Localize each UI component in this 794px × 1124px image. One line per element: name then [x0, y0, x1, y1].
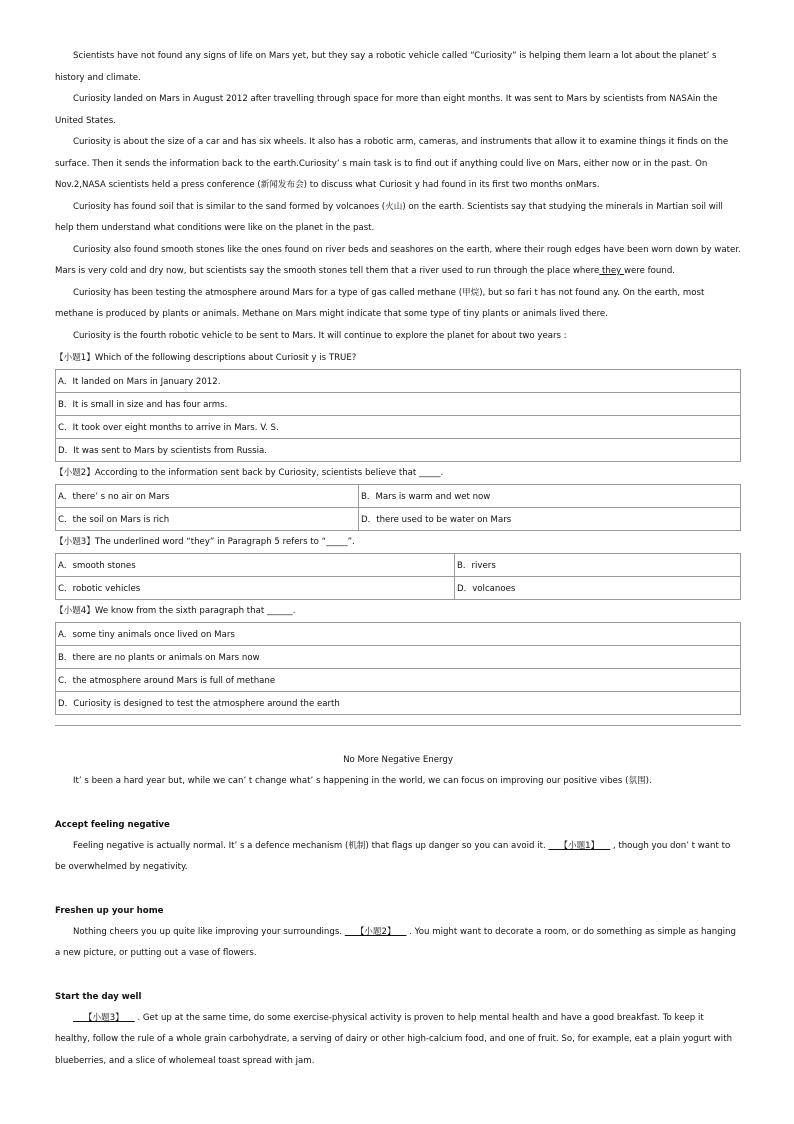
section-heading-freshen: Freshen up your home [55, 905, 164, 916]
question-2-option-d[interactable]: D．there used to be water on Mars [359, 508, 741, 531]
section-divider [55, 725, 741, 726]
paragraph-3: Curiosity is about the size of a car and has six wheels. It also has a robotic arm, cameras, and instruments that allow it to examine things it finds on the surface. Then it sends the information back to the earth.Curiosity’ s main task is to find out if anything could live on Mars, either now or in the past. On Nov.2,NASA scientists held a press conference (新闻发布会) to discuss what Curiosit y had found in its first two months onMars. [55, 137, 729, 190]
paragraph-5-text: Curiosity also found smooth stones like the ones found on river beds and seashores on the earth, where their rough edges have been worn down by water. Mars is very cold and dry now, but scientists say the smooth stones tell them that a river used to run through the place where [55, 244, 741, 276]
question-2-option-c[interactable]: C．the soil on Mars is rich [56, 508, 359, 531]
question-1-option-b[interactable]: B．It is small in size and has four arms. [56, 393, 741, 416]
section-heading-start-day: Start the day well [55, 991, 142, 1002]
section-body-freshen [55, 922, 741, 965]
paragraph-5 [55, 240, 741, 283]
passage-2-title: No More Negative Energy [343, 755, 453, 765]
question-1-option-d[interactable]: D．It was sent to Mars by scientists from Russia. [56, 439, 741, 462]
question-4-option-c[interactable]: C．the atmosphere around Mars is full of methane [56, 669, 741, 692]
paragraph-1: Scientists have not found any signs of life on Mars yet, but they say a robotic vehicle called “Curiosity” is helping them learn a lot about the planet’ s history and climate. [55, 51, 717, 83]
section-body-accept-rest: , though you don’ t want to be overwhelmed by negativity. [55, 840, 731, 872]
section-body-freshen-text: Nothing cheers you up quite like improving your surroundings. [73, 926, 345, 937]
passage-curiosity [55, 46, 741, 347]
section-body-freshen-rest: . You might want to decorate a room, or do something as simple as hanging a new picture, or putting out a vase of flowers. [55, 926, 736, 958]
document-page [55, 46, 741, 1072]
question-2-stem: 【小题2】According to the information sent back by Curiosity, scientists believe that _____. [55, 468, 444, 478]
passage-2-intro: It’ s been a hard year but, while we can’ t change what’ s happening in the world, we can focus on improving our positive vibes (氛围). [73, 776, 652, 786]
question-4-stem: 【小题4】We know from the sixth paragraph that ______. [55, 606, 296, 616]
question-3-options [55, 553, 741, 600]
paragraph-5-end: were found. [623, 266, 676, 276]
question-1-options [55, 369, 741, 462]
question-4-options [55, 622, 741, 715]
question-3-option-b[interactable]: B．rivers [455, 554, 741, 577]
question-4-option-b[interactable]: B．there are no plants or animals on Mars now [56, 646, 741, 669]
paragraph-2: Curiosity landed on Mars in August 2012 after travelling through space for more than eight months. It was sent to Mars by scientists from NASAin the United States. [55, 94, 718, 126]
paragraph-6: Curiosity has been testing the atmosphere around Mars for a type of gas called methane (甲烷), but so fari t has not found any. On the earth, most methane is produced by plants or animals. Methane on Mars might indicate that some type of tiny plants or animals lived there. [55, 287, 705, 319]
section-body-accept-text: Feeling negative is actually normal. It’ s a defence mechanism (机制) that flags up danger so you can avoid it. [73, 840, 549, 851]
paragraph-4: Curiosity has found soil that is similar to the sand formed by volcanoes (火山) on the earth. Scientists say that studying the minerals in Martian soil will help them understand what conditions were like on the planet in the past. [55, 201, 723, 233]
question-2-options [55, 484, 741, 531]
blank-2[interactable]: 【小题2】 [344, 926, 407, 937]
question-2-option-b[interactable]: B．Mars is warm and wet now [359, 485, 741, 508]
question-1-stem: 【小题1】Which of the following descriptions about Curiosit y is TRUE? [55, 353, 357, 363]
question-4-option-a[interactable]: A．some tiny animals once lived on Mars [56, 623, 741, 646]
paragraph-7: Curiosity is the fourth robotic vehicle to be sent to Mars. It will continue to explore the planet for about two years : [73, 330, 567, 341]
underlined-word-they: they [599, 266, 624, 276]
question-3-option-a[interactable]: A．smooth stones [56, 554, 455, 577]
section-body-start-day [55, 1008, 741, 1073]
blank-1[interactable]: 【小题1】 [548, 840, 611, 851]
question-3-stem: 【小题3】The underlined word “they” in Paragraph 5 refers to “_____”. [55, 537, 355, 547]
question-4-option-d[interactable]: D．Curiosity is designed to test the atmosphere around the earth [56, 692, 741, 715]
question-1-option-a[interactable]: A．It landed on Mars in January 2012. [56, 370, 741, 393]
question-1-option-c[interactable]: C．It took over eight months to arrive in Mars. V. S. [56, 416, 741, 439]
section-body-accept [55, 836, 741, 879]
blank-3[interactable]: 【小题3】 [73, 1012, 135, 1023]
question-2-option-a[interactable]: A．there’ s no air on Mars [56, 485, 359, 508]
passage-negative-energy [55, 749, 741, 1072]
section-heading-accept: Accept feeling negative [55, 819, 170, 830]
section-body-start-day-rest: . Get up at the same time, do some exercise-physical activity is proven to help mental health and have a good breakfast. To keep it healthy, follow the rule of a whole grain carbohydrate, a serving of dairy or other high-calcium food, and one of fruit. So, for example, eat a plain yogurt with blueberries, and a slice of wholemeal toast spread with jam. [55, 1012, 733, 1066]
question-3-option-d[interactable]: D．volcanoes [455, 577, 741, 600]
question-3-option-c[interactable]: C．robotic vehicles [56, 577, 455, 600]
